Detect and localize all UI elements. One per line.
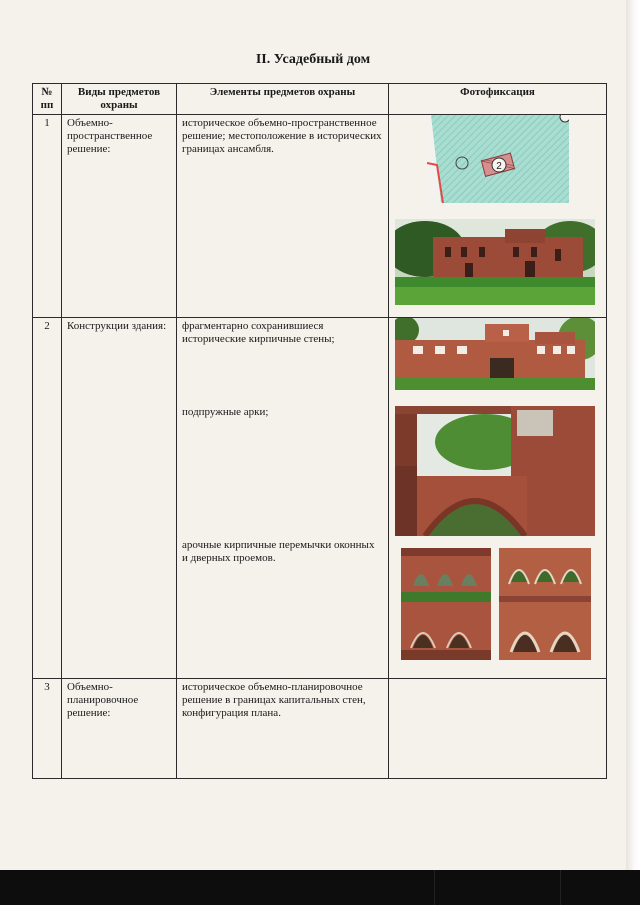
site-plan-map	[427, 115, 569, 203]
table-header-row	[33, 84, 607, 115]
arches-photo	[395, 406, 595, 536]
scan-bottom-band	[0, 870, 640, 905]
header-types: Виды предметов охраны	[62, 84, 177, 115]
photo-cell-empty	[389, 679, 607, 779]
window-lintels-photo	[401, 548, 491, 660]
map-label: 2	[496, 161, 502, 172]
element-arches: подпружные арки;	[182, 406, 269, 418]
row-num: 3	[33, 679, 62, 779]
photo-cell	[389, 115, 607, 318]
element-walls: фрагментарно сохранившиеся исторические кирпичные стены;	[182, 320, 335, 345]
page-edge	[626, 0, 640, 870]
door-lintels-photo	[499, 548, 591, 660]
header-photo: Фотофиксация	[389, 84, 607, 115]
header-elements: Элементы предметов охраны	[177, 84, 389, 115]
element-lintels: арочные кирпичные перемычки оконных и дверных проемов.	[182, 539, 375, 564]
row-type: Конструкции здания:	[62, 318, 177, 679]
row-element: историческое объемно-планировочное решение в границах капитальных стен, конфигурация плана.	[177, 679, 389, 779]
table-row	[33, 115, 607, 318]
lintels-photos	[401, 548, 593, 660]
protection-table	[32, 83, 607, 779]
table-row	[33, 679, 607, 779]
row-elements	[177, 318, 389, 679]
header-num: № пп	[33, 84, 62, 115]
row-num: 1	[33, 115, 62, 318]
row-type: Объемно-планировочное решение:	[62, 679, 177, 779]
row-element: историческое объемно-пространственное решение; местоположение в исторических границах ансамбля.	[177, 115, 389, 318]
row-num: 2	[33, 318, 62, 679]
photo-cell	[389, 318, 607, 679]
brick-walls-photo	[395, 318, 595, 390]
page-title: II. Усадебный дом	[255, 52, 371, 67]
table-row	[33, 318, 607, 679]
manor-ruins-photo	[395, 219, 595, 305]
row-type: Объемно-пространственное решение:	[62, 115, 177, 318]
